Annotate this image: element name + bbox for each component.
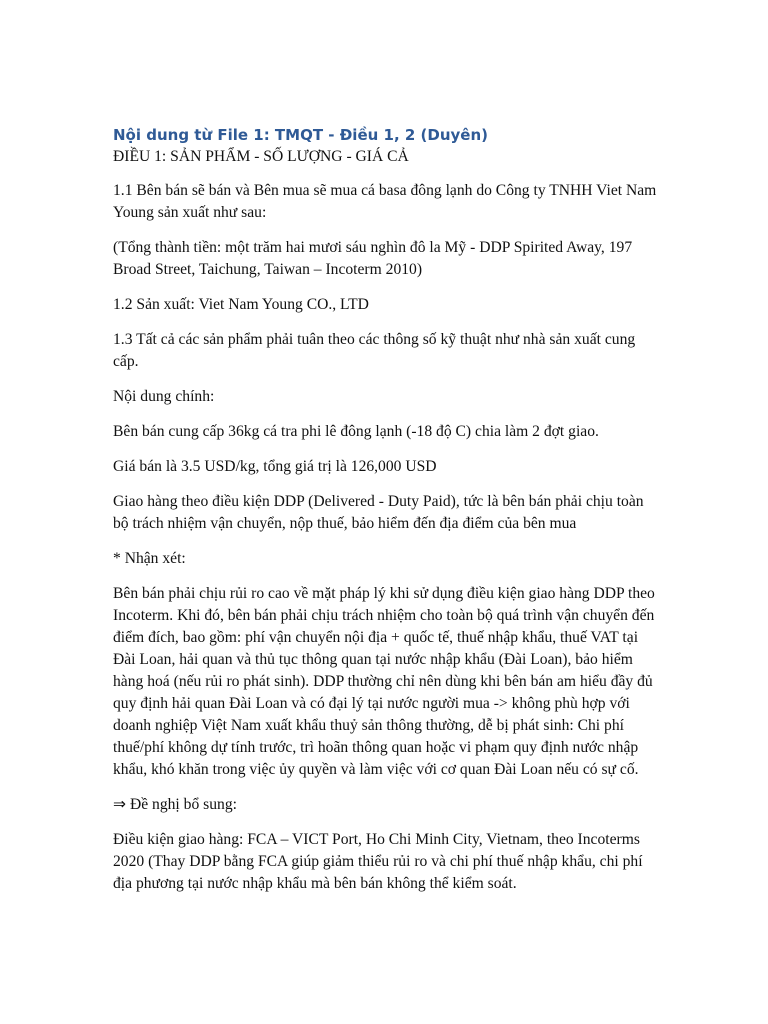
section-heading: Nội dung từ File 1: TMQT - Điều 1, 2 (Duyên)	[113, 126, 489, 144]
proposal-label: ⇒ Đề nghị bổ sung:	[113, 796, 237, 813]
paragraph-1-1: 1.1 Bên bán sẽ bán và Bên mua sẽ mua cá basa đông lạnh do Công ty TNHH Viet Nam Young sản xuất như sau:	[113, 182, 657, 221]
main-content-label: Nội dung chính:	[113, 388, 215, 405]
paragraph-proposal: Điều kiện giao hàng: FCA – VICT Port, Ho Chi Minh City, Vietnam, theo Incoterms 2020 (Thay DDP bằng FCA giúp giảm thiểu rủi ro và chi phí thuế nhập khẩu, chi phí địa phương tại nước nhập khẩu mà bên bán không thể kiểm soát.	[113, 831, 643, 892]
paragraph-price: Giá bán là 3.5 USD/kg, tổng giá trị là 126,000 USD	[113, 458, 437, 475]
article-title: ĐIỀU 1: SẢN PHẨM - SỐ LƯỢNG - GIÁ CẢ	[113, 148, 409, 165]
document-body	[113, 124, 661, 908]
paragraph-supply: Bên bán cung cấp 36kg cá tra phi lê đông lạnh (-18 độ C) chia làm 2 đợt giao.	[113, 423, 599, 440]
paragraph-delivery: Giao hàng theo điều kiện DDP (Delivered - Duty Paid), tức là bên bán phải chịu toàn bộ trách nhiệm vận chuyển, nộp thuế, bảo hiểm đến địa điểm của bên mua	[113, 493, 644, 532]
paragraph-comment: Bên bán phải chịu rủi ro cao về mặt pháp lý khi sử dụng điều kiện giao hàng DDP theo Incoterm. Khi đó, bên bán phải chịu trách nhiệm cho toàn bộ quá trình vận chuyển đến điểm đích, bao gồm: phí vận chuyển nội địa + quốc tế, thuế nhập khẩu, thuế VAT tại Đài Loan, hải quan và thủ tục thông quan tại nước nhập khẩu (Đài Loan), bảo hiểm hàng hoá (nếu rủi ro phát sinh). DDP thường chỉ nên dùng khi bên bán am hiểu đầy đủ quy định hải quan Đài Loan và có đại lý tại nước người mua -> không phù hợp với doanh nghiệp Việt Nam xuất khẩu thuỷ sản thông thường, dễ bị phát sinh: Chi phí thuế/phí không dự tính trước, trì hoãn thông quan hoặc vi phạm quy định nước nhập khẩu, khó khăn trong việc ủy quyền và làm việc với cơ quan Đài Loan nếu có sự cố.	[113, 585, 655, 778]
paragraph-total-note: (Tổng thành tiền: một trăm hai mươi sáu nghìn đô la Mỹ - DDP Spirited Away, 197 Broad Street, Taichung, Taiwan – Incoterm 2010)	[113, 239, 633, 278]
paragraph-1-2: 1.2 Sản xuất: Viet Nam Young CO., LTD	[113, 296, 369, 313]
paragraph-1-3: 1.3 Tất cả các sản phẩm phải tuân theo các thông số kỹ thuật như nhà sản xuất cung cấp.	[113, 331, 636, 370]
comment-label: * Nhận xét:	[113, 550, 186, 567]
